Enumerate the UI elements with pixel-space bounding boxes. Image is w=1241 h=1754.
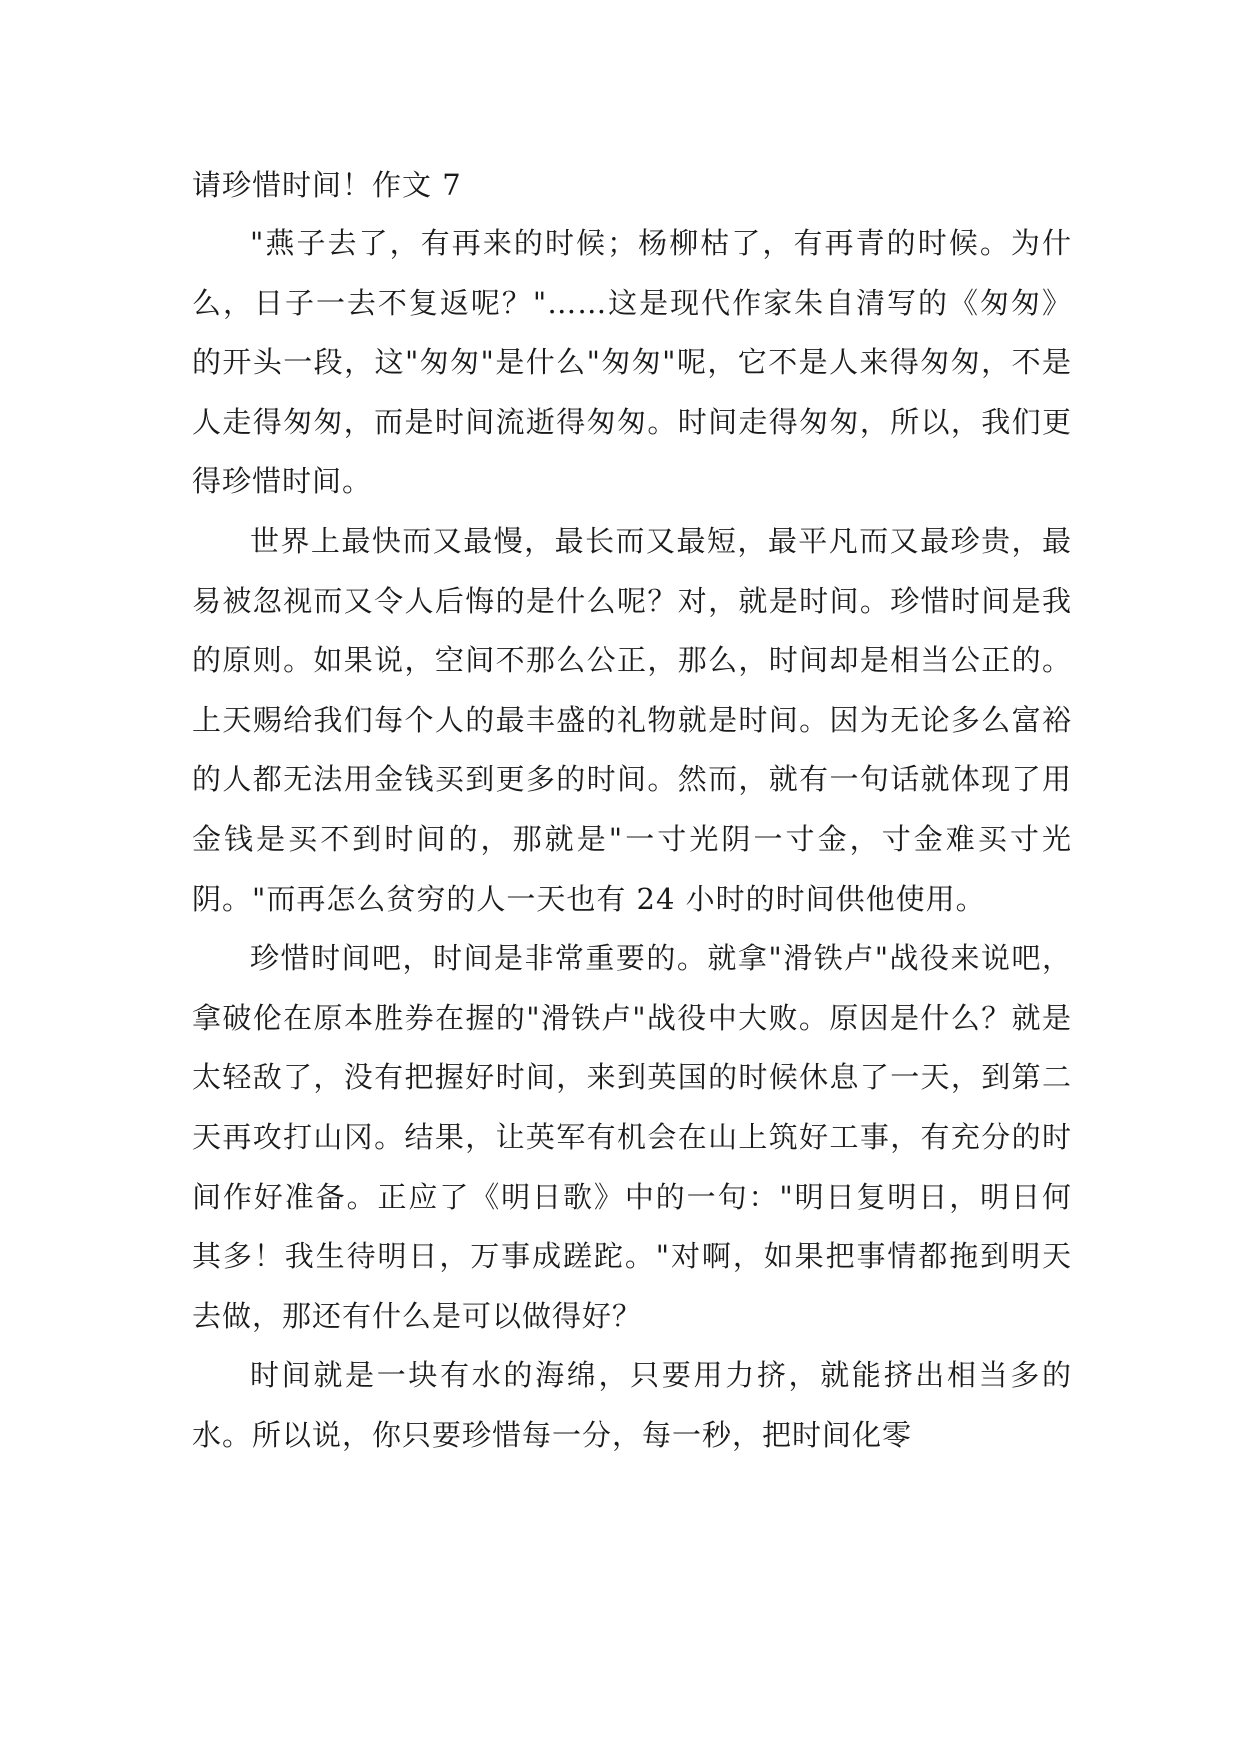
- paragraph-4: 时间就是一块有水的海绵，只要用力挤，就能挤出相当多的水。所以说，你只要珍惜每一分，每一秒，把时间化零: [192, 1358, 1072, 1452]
- document-title: 请珍惜时间！作文 7: [192, 168, 462, 202]
- paragraph-1: "燕子去了，有再来的时候；杨柳枯了，有再青的时候。为什么，日子一去不复返呢？"……这是现代作家朱自清写的《匆匆》的开头一段，这"匆匆"是什么"匆匆"呢，它不是人来得匆匆，不是人走得匆匆，而是时间流逝得匆匆。时间走得匆匆，所以，我们更得珍惜时间。: [192, 226, 1072, 499]
- document-page: [192, 156, 1072, 1465]
- paragraph-3: 珍惜时间吧，时间是非常重要的。就拿"滑铁卢"战役来说吧，拿破伦在原本胜券在握的"滑铁卢"战役中大败。原因是什么？就是太轻敌了，没有把握好时间，来到英国的时候休息了一天，到第二天再攻打山冈。结果，让英军有机会在山上筑好工事，有充分的时间作好准备。正应了《明日歌》中的一句："明日复明日，明日何其多！我生待明日，万事成蹉跎。"对啊，如果把事情都拖到明天去做，那还有什么是可以做得好？: [192, 941, 1072, 1333]
- paragraph-2: 世界上最快而又最慢，最长而又最短，最平凡而又最珍贵，最易被忽视而又令人后悔的是什么呢？对，就是时间。珍惜时间是我的原则。如果说，空间不那么公正，那么，时间却是相当公正的。上天赐给我们每个人的最丰盛的礼物就是时间。因为无论多么富裕的人都无法用金钱买到更多的时间。然而，就有一句话就体现了用金钱是买不到时间的，那就是"一寸光阴一寸金，寸金难买寸光阴。"而再怎么贫穷的人一天也有 24 小时的时间供他使用。: [192, 523, 1072, 916]
